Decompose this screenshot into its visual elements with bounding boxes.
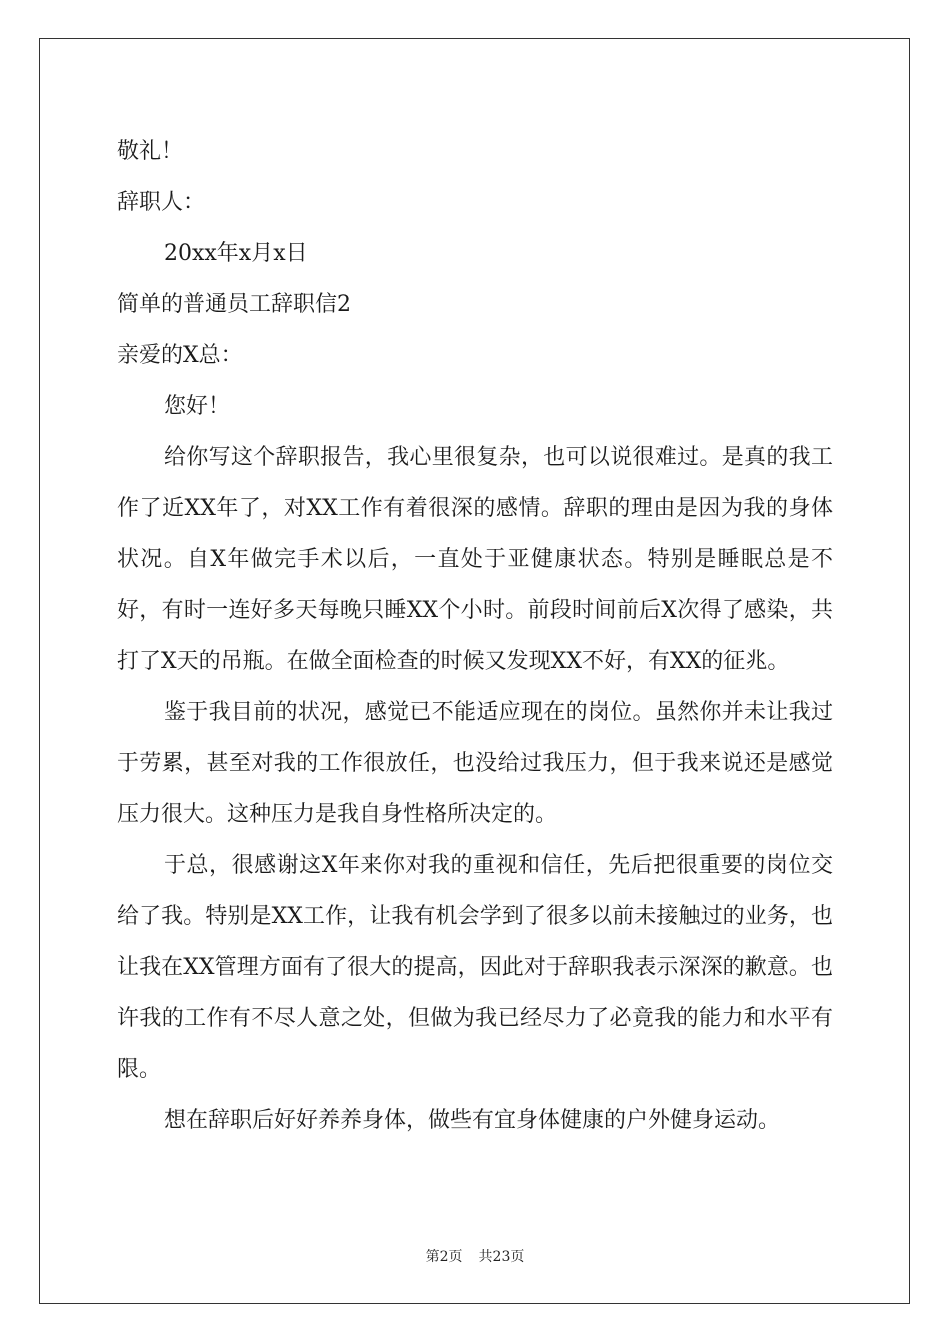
letter-date: 20xx年x月x日 — [164, 241, 308, 266]
page-number: 第2页 — [425, 1249, 463, 1265]
greeting: 您好！ — [164, 394, 231, 419]
signer-label: 辞职人： — [117, 190, 206, 215]
letter-title: 简单的普通员工辞职信2 — [117, 292, 351, 317]
salutation: 亲爱的X总： — [117, 343, 243, 368]
body-paragraph: 于总，很感谢这X年来你对我的重视和信任，先后把很重要的岗位交给了我。特别是XX工作，让我有机会学到了很多以前未接触过的业务，也让我在XX管理方面有了很大的提高，因此对于辞职我表示深深的歉意。也许我的工作有不尽人意之处，但做为我已经尽力了必竟我的能力和水平有限。 — [117, 853, 833, 1082]
document-body — [117, 126, 833, 1146]
body-paragraph: 鉴于我目前的状况，感觉已不能适应现在的岗位。虽然你并未让我过于劳累，甚至对我的工作很放任，也没给过我压力，但于我来说还是感觉压力很大。这种压力是我自身性格所决定的。 — [117, 700, 833, 827]
body-paragraph: 给你写这个辞职报告，我心里很复杂，也可以说很难过。是真的我工作了近XX年了，对XX工作有着很深的感情。辞职的理由是因为我的身体状况。自X年做完手术以后，一直处于亚健康状态。特别是睡眠总是不好，有时一连好多天每晚只睡XX个小时。前段时间前后X次得了感染，共打了X天的吊瓶。在做全面检查的时候又发现XX不好，有XX的征兆。 — [117, 445, 833, 674]
body-paragraph: 想在辞职后好好养养身体，做些有宜身体健康的户外健身运动。 — [164, 1108, 781, 1133]
closing-line: 敬礼！ — [117, 139, 184, 164]
page-footer — [0, 1246, 950, 1266]
page-total: 共23页 — [478, 1249, 525, 1265]
